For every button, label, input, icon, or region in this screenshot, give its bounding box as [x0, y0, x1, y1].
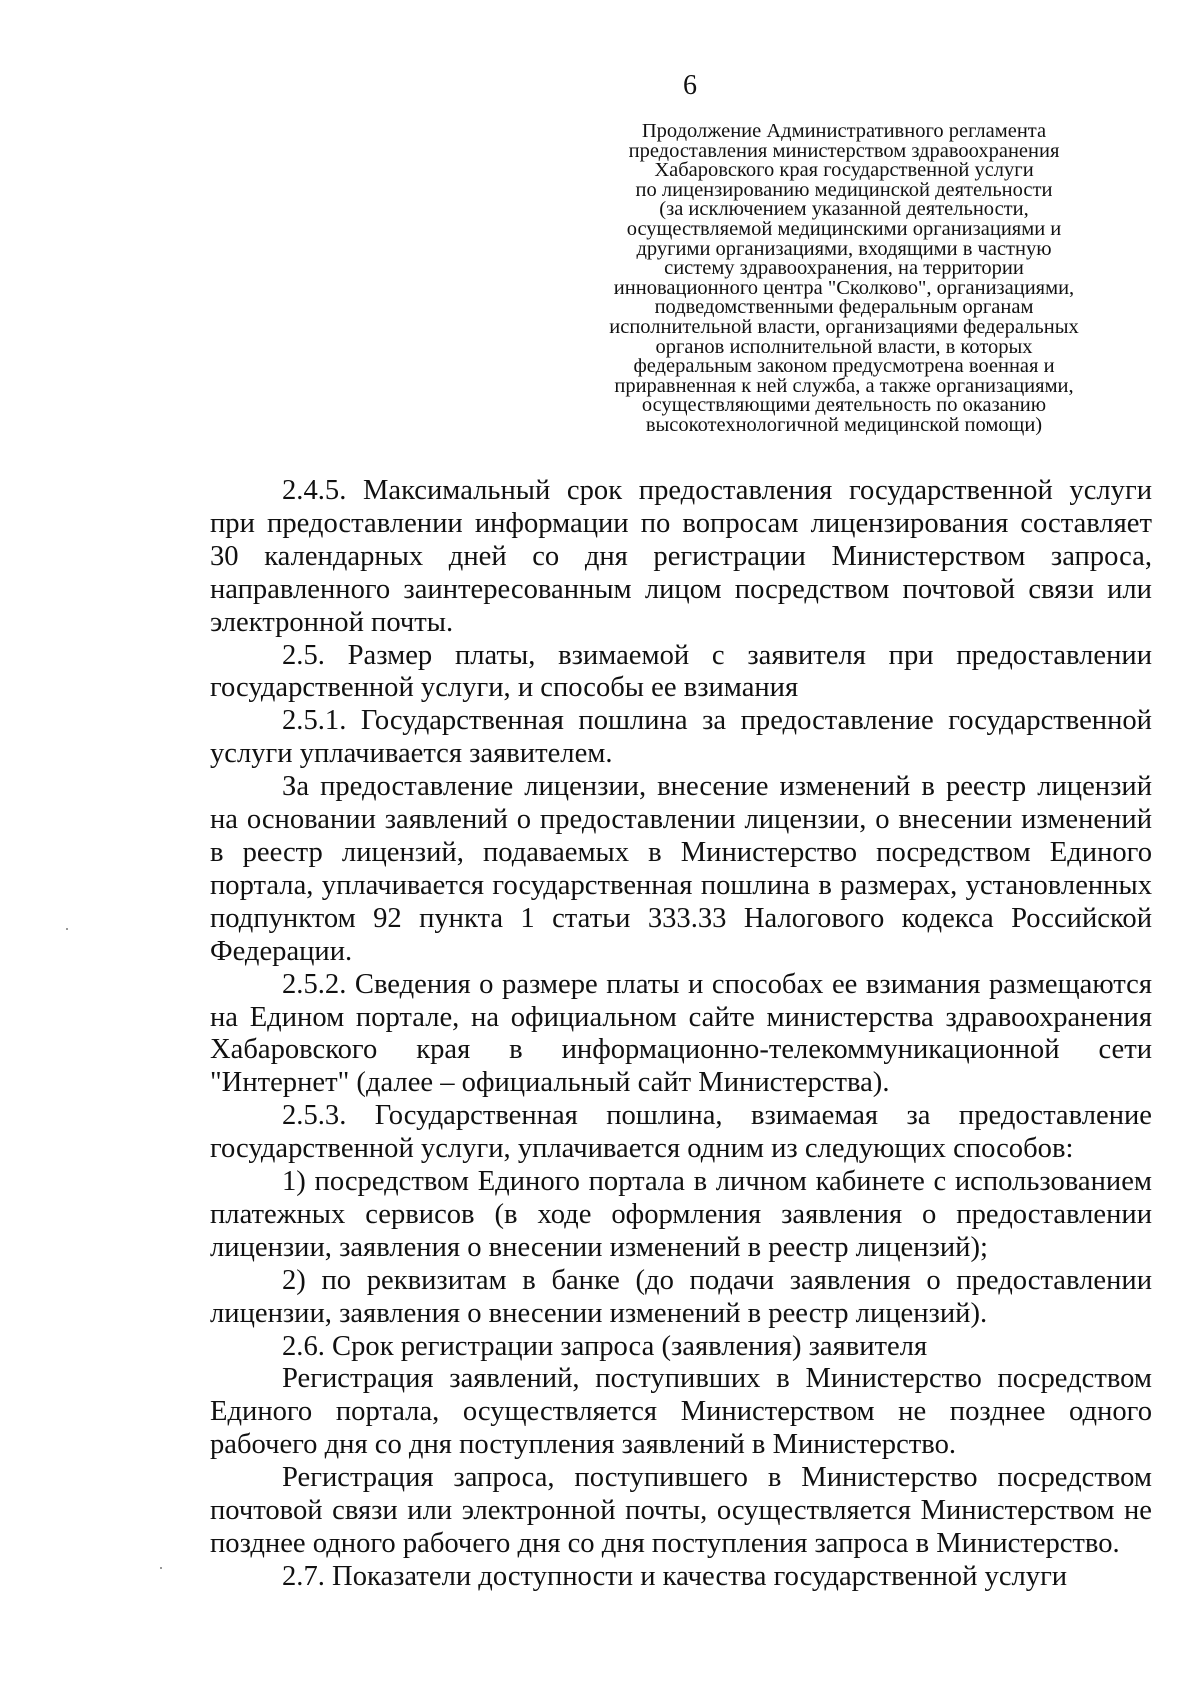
paragraph-2-5-1: 2.5.1. Государственная пошлина за предоставление государственной услуги уплачивается заявителем.	[210, 705, 1152, 770]
header-line: подведомственными федеральным органам	[654, 296, 1034, 319]
paragraph-2-7: 2.7. Показатели доступности и качества государственной услуги	[282, 1560, 1068, 1592]
paragraph-payment-method-2: 2) по реквизитам в банке (до подачи заявления о предоставлении лицензии, заявления о внесении изменений в реестр лицензий).	[210, 1264, 1152, 1329]
header-line: приравненная к ней служба, а также организациями,	[614, 374, 1074, 397]
header-line: Хабаровского края государственной услуги	[654, 159, 1034, 182]
header-line: осуществляемой медицинскими организациями и	[626, 217, 1062, 240]
paragraph-registration-portal: Регистрация заявлений, поступивших в Министерство посредством Единого портала, осуществляется Министерством не позднее одного рабочего дня со дня поступления заявлений в Министерство.	[210, 1363, 1152, 1461]
header-line: исполнительной власти, организациями федеральных	[609, 315, 1079, 338]
header-line: органов исполнительной власти, в которых	[655, 335, 1033, 358]
paragraph-2-6: 2.6. Срок регистрации запроса (заявления) заявителя	[282, 1330, 928, 1362]
scan-speck	[66, 928, 68, 930]
header-line: по лицензированию медицинской деятельности	[635, 178, 1053, 201]
document-body	[210, 475, 1152, 1594]
scan-speck	[160, 1567, 162, 1569]
header-line: (за исключением указанной деятельности,	[659, 198, 1029, 221]
paragraph-2-5: 2.5. Размер платы, взимаемой с заявителя при предоставлении государственной услуги, и способы ее взимания	[210, 639, 1152, 704]
paragraph-2-5-3: 2.5.3. Государственная пошлина, взимаемая за предоставление государственной услуги, уплачивается одним из следующих способов:	[210, 1100, 1152, 1165]
header-line: другими организациями, входящими в частную	[636, 237, 1052, 260]
paragraph-2-4-5: 2.4.5. Максимальный срок предоставления государственной услуги при предоставлении информации по вопросам лицензирования составляет 30 календарных дней со дня регистрации Министерством запроса, направленного заинтересованным лицом посредством почтовой связи или электронной почты.	[210, 475, 1152, 638]
paragraph-registration-mail: Регистрация запроса, поступившего в Министерство посредством почтовой связи или электронной почты, осуществляется Министерством не позднее одного рабочего дня со дня поступления запроса в Министерство.	[210, 1462, 1152, 1559]
header-line: Продолжение Административного регламента	[641, 120, 1047, 142]
regulation-header-note	[578, 122, 1110, 436]
header-line: высокотехнологичной медицинской помощи)	[645, 413, 1043, 436]
paragraph-payment-method-1: 1) посредством Единого портала в личном кабинете с использованием платежных сервисов (в ходе оформления заявления о предоставлении лицензии, заявления о внесении изменений в реестр лицензий);	[210, 1166, 1152, 1263]
header-line: федеральным законом предусмотрена военная и	[633, 355, 1055, 378]
header-line: инновационного центра "Сколково", организациями,	[613, 276, 1075, 299]
paragraph-license-fee: За предоставление лицензии, внесение изменений в реестр лицензий на основании заявлений о предоставлении лицензии, о внесении изменений в реестр лицензий, подаваемых в Министерство посредством Единого портала, уплачивается государственная пошлина в размерах, установленных подпунктом 92 пункта 1 статьи 333.33 Налогового кодекса Российской Федерации.	[210, 771, 1152, 967]
header-line: систему здравоохранения, на территории	[664, 257, 1024, 280]
paragraph-2-5-2: 2.5.2. Сведения о размере платы и способах ее взимания размещаются на Едином портале, на официальном сайте министерства здравоохранения Хабаровского края в информационно-телекоммуникационной сети "Интернет" (далее – официальный сайт Министерства).	[210, 968, 1152, 1099]
page-number: 6	[683, 70, 697, 101]
header-line: предоставления министерством здравоохранения	[628, 139, 1060, 162]
header-line: осуществляющими деятельность по оказанию	[641, 394, 1047, 417]
